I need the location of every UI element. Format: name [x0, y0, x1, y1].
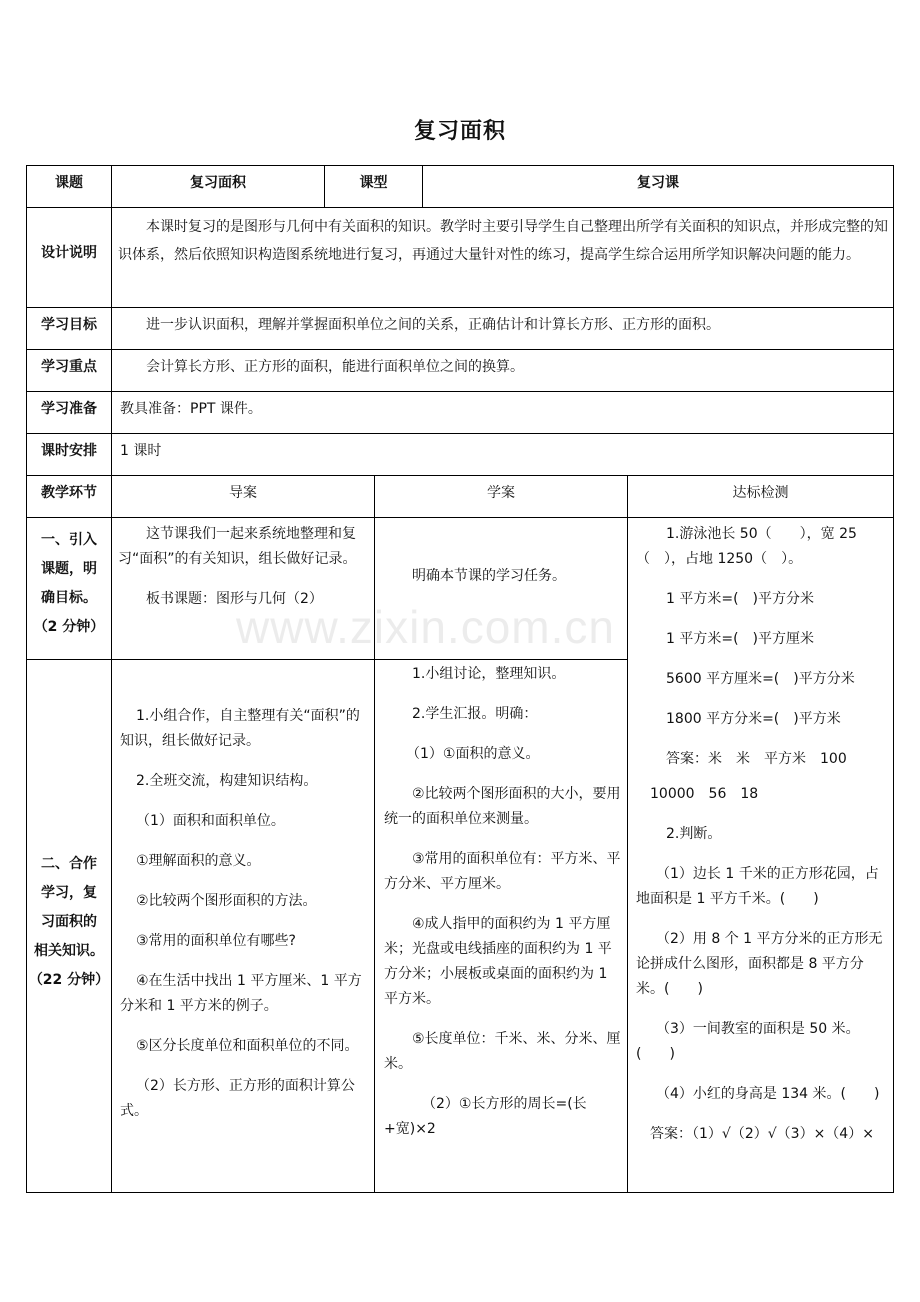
time-text: 1 课时 — [120, 443, 162, 459]
row-divider — [26, 207, 894, 208]
study-column-header: 学案 — [487, 485, 515, 501]
check-item: 1.游泳池长 50（ ），宽 25（ ），占地 1250（ ）。 — [636, 526, 857, 567]
guide-item: ④在生活中找出 1 平方厘米、1 平方分米和 1 平方米的例子。 — [120, 973, 362, 1014]
check-item: （4）小红的身高是 134 米。( ) — [656, 1086, 880, 1102]
topic-label: 课题 — [55, 175, 83, 191]
row-divider — [26, 475, 894, 476]
study-item: ②比较两个图形面积的大小，要用统一的面积单位来测量。 — [384, 786, 621, 827]
topic-value: 复习面积 — [190, 175, 246, 191]
guide-column-header: 导案 — [229, 485, 257, 501]
column-divider — [627, 475, 628, 1193]
study-item: （2）①长方形的周长=(长+宽)×2 — [384, 1096, 587, 1137]
check-item: 1 平方米=( )平方厘米 — [666, 631, 815, 647]
check-item: 5600 平方厘米=( )平方分米 — [666, 671, 855, 687]
guide-item: ①理解面积的意义。 — [136, 853, 261, 869]
check-column — [636, 522, 888, 1162]
focus-label: 学习重点 — [41, 359, 97, 375]
lesson-type-value: 复习课 — [637, 175, 679, 191]
section2-label: 二、合作 学习，复 习面积的 相关知识。 （22 分钟） — [28, 856, 110, 988]
focus-text: 会计算长方形、正方形的面积，能进行面积单位之间的换算。 — [146, 359, 524, 375]
check-item: 2.判断。 — [666, 826, 722, 842]
study-item: 1.小组讨论，整理知识。 — [412, 666, 566, 682]
guide-item: ⑤区分长度单位和面积单位的不同。 — [136, 1038, 359, 1054]
guide-item: （2）长方形、正方形的面积计算公式。 — [120, 1078, 355, 1119]
column-divider — [374, 475, 375, 1193]
study-item: （1）①面积的意义。 — [406, 746, 540, 762]
row-divider — [26, 391, 894, 392]
goal-text: 进一步认识面积，理解并掌握面积单位之间的关系，正确估计和计算长方形、正方形的面积。 — [146, 317, 720, 333]
column-divider — [111, 165, 112, 1193]
design-text: 本课时复习的是图形与几何中有关面积的知识。教学时主要引导学生自己整理出所学有关面积的知识点，并形成完整的知识体系，然后依照知识构造图系统地进行复习，再通过大量针对性的练习，提高学生综合运用所学知识解决问题的能力。 — [118, 219, 888, 263]
study-item: ⑤长度单位：千米、米、分米、厘米。 — [384, 1031, 621, 1072]
check-answer: 答案：米 米 平方米 100 — [666, 751, 847, 767]
guide-item: ②比较两个图形面积的方法。 — [136, 893, 317, 909]
guide-item: 2.全班交流，构建知识结构。 — [136, 773, 318, 789]
check-answer: 10000 56 18 — [650, 786, 759, 802]
check-item: 1 平方米=( )平方分米 — [666, 591, 815, 607]
row-divider — [26, 659, 628, 660]
prep-label: 学习准备 — [41, 401, 97, 417]
time-label: 课时安排 — [41, 443, 97, 459]
prep-text: 教具准备：PPT 课件。 — [120, 401, 262, 417]
check-answer: 答案：（1）√（2）√（3）×（4）× — [650, 1126, 874, 1142]
document-title: 复习面积 — [413, 119, 506, 144]
check-item: （2）用 8 个 1 平方分米的正方形无论拼成什么图形，面积都是 8 平方分米。( ) — [636, 931, 883, 997]
goal-label: 学习目标 — [41, 317, 97, 333]
section1-guide — [118, 522, 368, 627]
table-border-bottom — [26, 1192, 894, 1193]
design-label: 设计说明 — [41, 245, 97, 261]
table-border-top — [26, 165, 894, 166]
row-divider — [26, 433, 894, 434]
guide-paragraph: 这节课我们一起来系统地整理和复习“面积”的有关知识，组长做好记录。 — [118, 526, 357, 567]
guide-item: （1）面积和面积单位。 — [136, 813, 285, 829]
row-divider — [26, 307, 894, 308]
stage-column-header: 教学环节 — [41, 485, 97, 501]
row-divider — [26, 349, 894, 350]
check-item: 1800 平方分米=( )平方米 — [666, 711, 841, 727]
guide-paragraph: 板书课题：图形与几何（2） — [146, 591, 323, 607]
section1-study: 明确本节课的学习任务。 — [412, 568, 566, 584]
study-item: ③常用的面积单位有：平方米、平方分米、平方厘米。 — [384, 851, 621, 892]
check-column-header: 达标检测 — [732, 485, 789, 501]
table-border-right — [893, 165, 894, 1193]
check-item: （1）边长 1 千米的正方形花园，占地面积是 1 平方千米。( ) — [636, 866, 879, 907]
watermark-text: www.zixin.com.cn — [236, 601, 615, 653]
row-divider — [26, 517, 894, 518]
section2-guide — [120, 704, 370, 1139]
guide-item: 1.小组合作，自主整理有关“面积”的知识，组长做好记录。 — [120, 708, 360, 749]
guide-item: ③常用的面积单位有哪些? — [136, 933, 296, 949]
study-item: ④成人指甲的面积约为 1 平方厘米；光盘或电线插座的面积约为 1 平方分米；小展板或桌面的面积约为 1 平方米。 — [384, 916, 612, 1007]
lesson-type-label: 课型 — [359, 175, 388, 191]
study-item: 2.学生汇报。明确： — [412, 706, 538, 722]
section2-study — [384, 662, 622, 1157]
section1-label: 一、引入 课题，明 确目标。 （2 分钟） — [33, 532, 105, 635]
check-item: （3）一间教室的面积是 50 米。( ) — [636, 1021, 860, 1062]
